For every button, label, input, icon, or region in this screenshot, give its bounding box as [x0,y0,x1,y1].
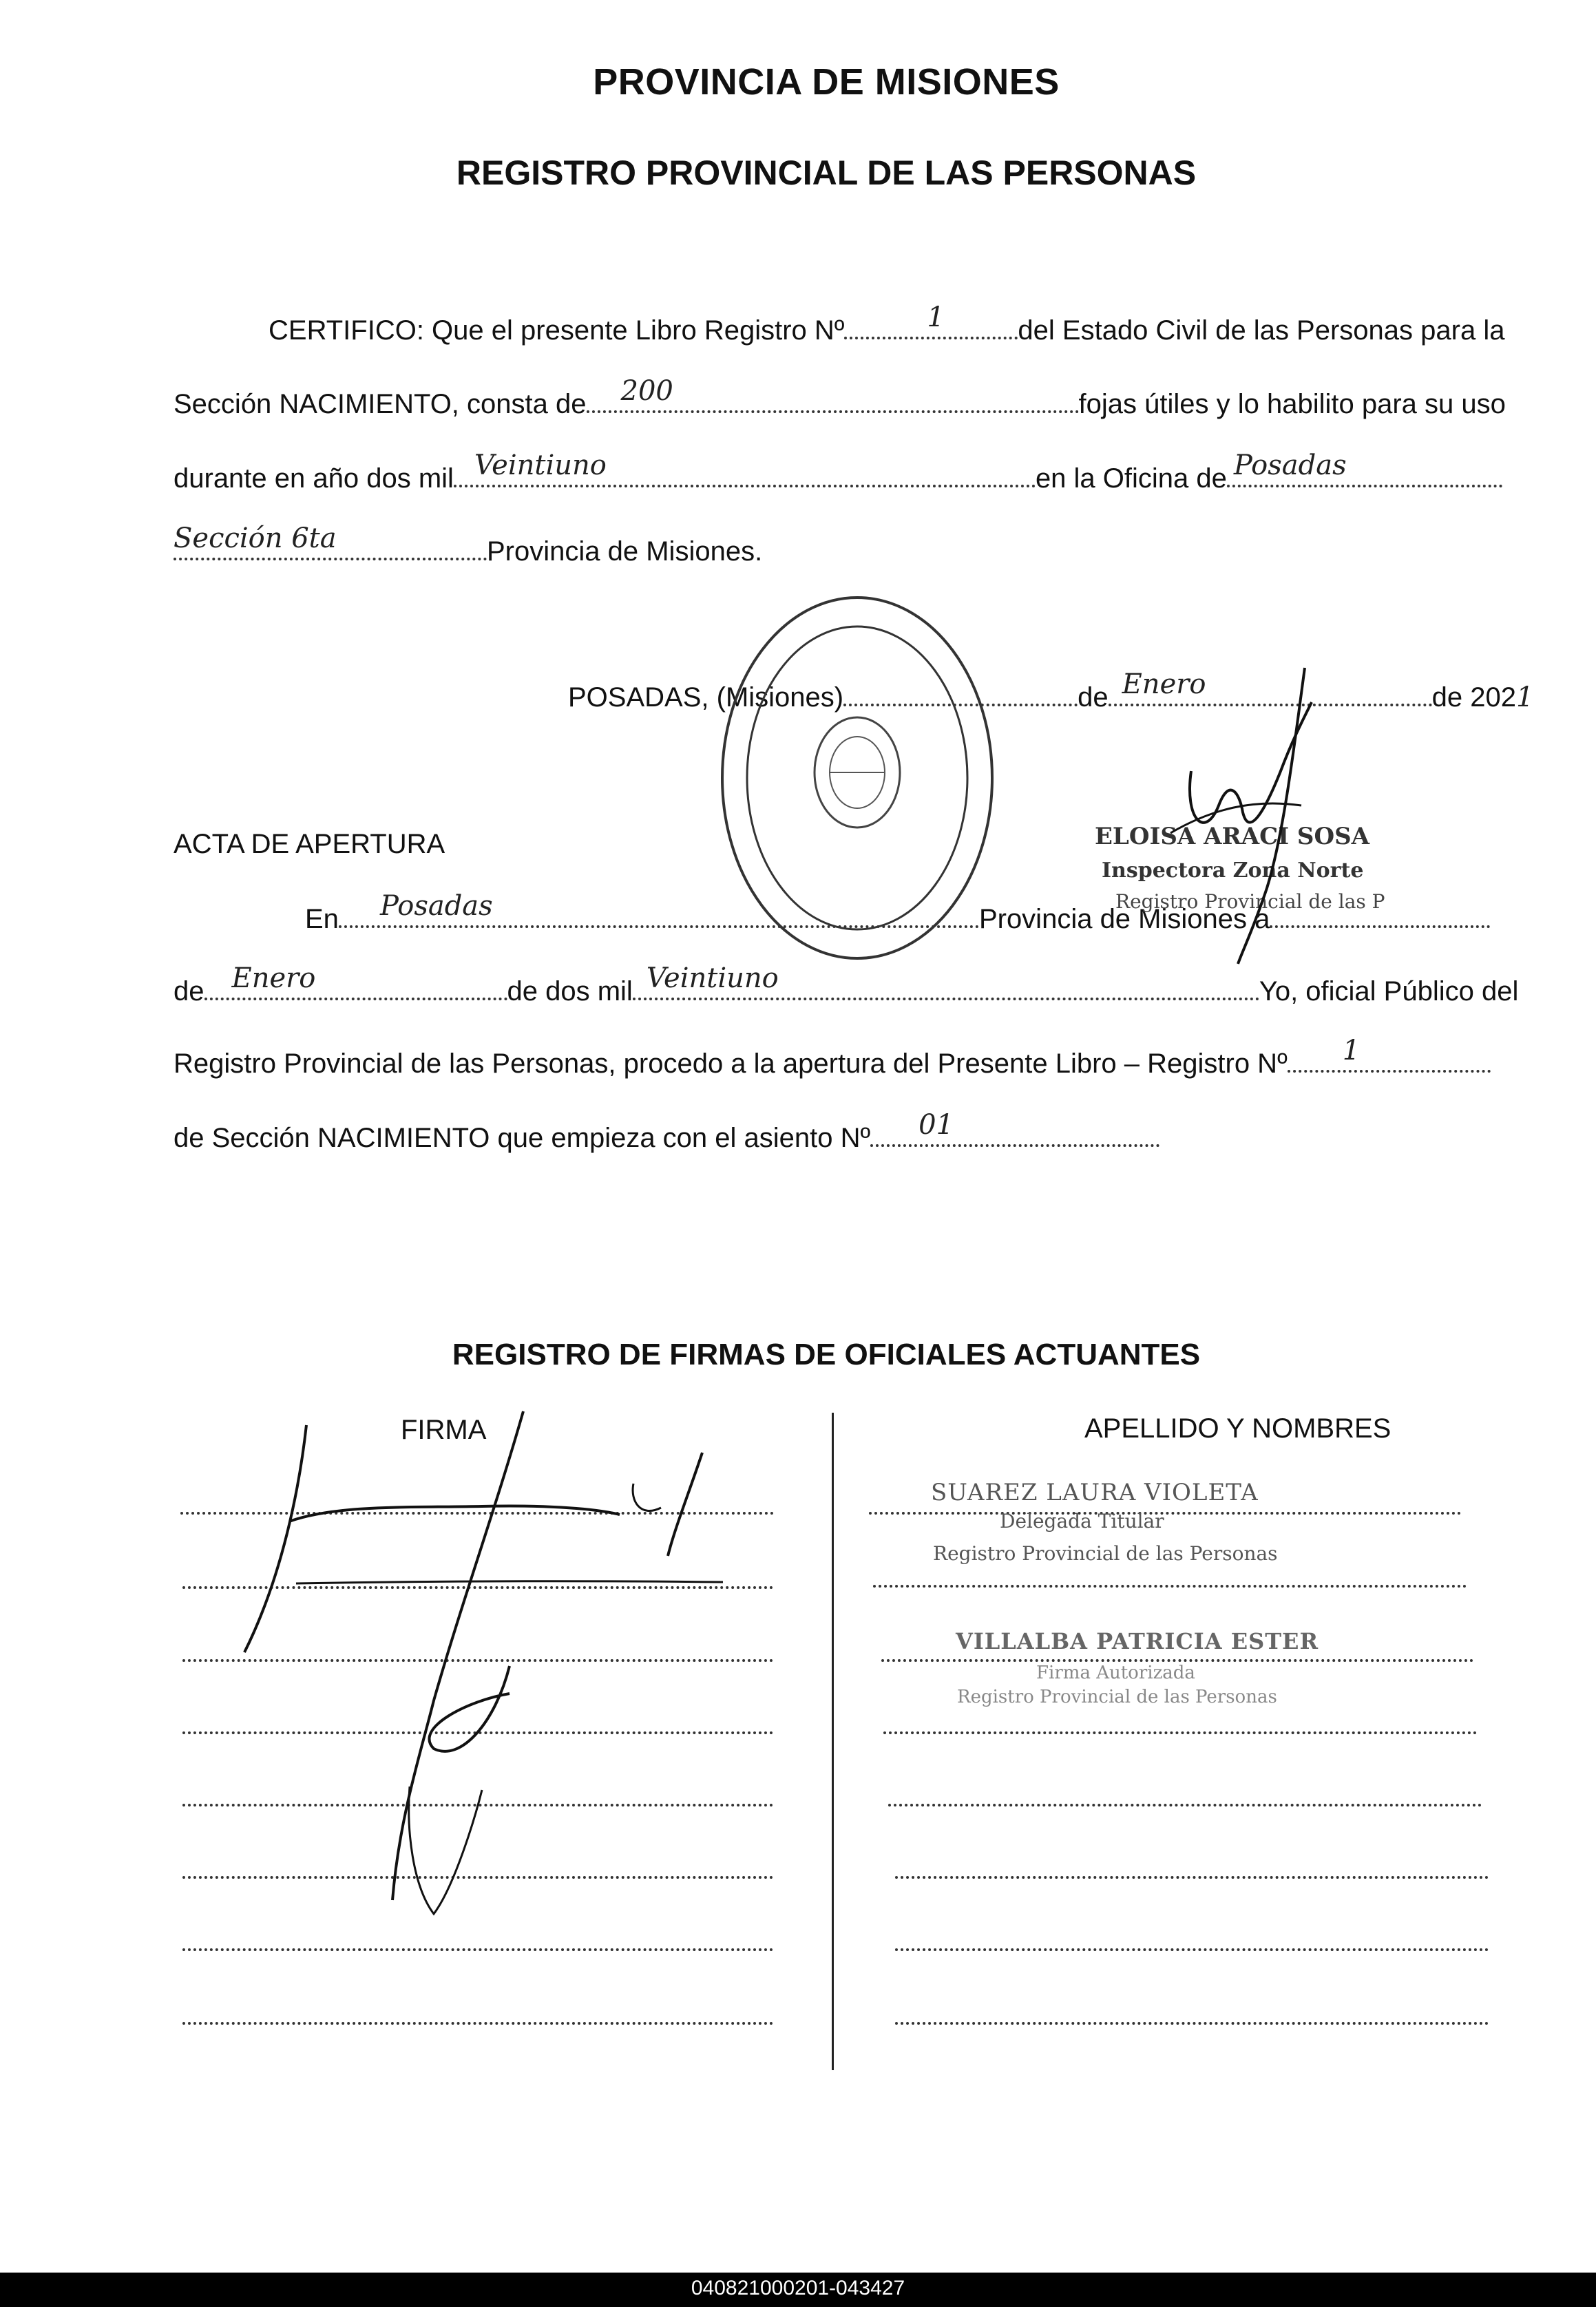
acta-heading: ACTA DE APERTURA [174,829,445,859]
name-row-6 [895,1876,1489,1879]
stamp-2-name: VILLALBA PATRICIA ESTER [956,1628,1319,1654]
signature-column-header: FIRMA [401,1415,487,1445]
official-seal [713,592,1002,964]
handwritten-entry-number: 01 [918,1109,954,1141]
name-row-5 [888,1804,1482,1806]
handwritten-acta-month: Enero [231,962,316,994]
name-row-4 [883,1731,1477,1734]
signature-row-8 [182,2022,773,2025]
officer-signatures [234,1404,737,1928]
province-title: PROVINCIA DE MISIONES [593,61,1060,103]
seal-graphic [713,592,1002,964]
name-row-3 [881,1659,1473,1662]
inspector-name: ELOISA ARACI SOSA [1095,823,1370,850]
cert-line-1: CERTIFICO: Que el presente Libro Registro Nº 1 del Estado Civil de las Personas para la [269,302,1505,346]
name-row-8 [895,2022,1489,2025]
inspector-org: Registro Provincial de las P [1115,890,1385,913]
handwritten-place: Posadas [379,890,493,922]
document-code: 040821000201-043427 [691,2277,905,2299]
handwritten-section: Sección 6ta [174,523,337,554]
stamp-2-role: Firma Autorizada [1036,1663,1195,1683]
signature-row-7 [182,1948,773,1951]
handwritten-office: Posadas [1233,450,1347,481]
handwritten-acta-book: 1 [1342,1035,1361,1066]
cert-line-4: Sección 6ta Provincia de Misiones. [174,523,763,567]
stamp-2-org: Registro Provincial de las Personas [957,1687,1277,1707]
acta-line-3: Registro Provincial de las Personas, procedo a la apertura del Presente Libro – Registro Nº 1 [174,1046,1491,1080]
inspector-role: Inspectora Zona Norte [1102,858,1364,883]
names-column-header: APELLIDO Y NOMBRES [1084,1413,1392,1444]
signatures-section-title: REGISTRO DE FIRMAS DE OFICIALES ACTUANTES [452,1338,1201,1371]
acta-line-1: En Posadas Provincia de Misiones a [305,902,1490,936]
cert-date-line: POSADAS, (Misiones) de Enero de 2021 [568,668,1534,713]
acta-line-2: de Enero de dos mil Veintiuno Yo, oficial Público del [174,962,1519,1007]
handwritten-book-number: 1 [927,302,945,333]
stamp-1-role: Delegada Titular [1000,1510,1164,1532]
column-divider [832,1413,834,2070]
handwritten-year: Veintiuno [474,450,607,481]
stamp-1-org: Registro Provincial de las Personas [933,1542,1278,1565]
handwritten-month: Enero [1122,668,1206,700]
stamp-1-name: SUAREZ LAURA VIOLETA [931,1479,1259,1506]
registry-title: REGISTRO PROVINCIAL DE LAS PERSONAS [456,154,1197,192]
cert-line-2: Sección NACIMIENTO, consta de 200 fojas útiles y lo habilito para su uso [174,375,1506,419]
name-row-1 [869,1512,1461,1515]
handwritten-folios: 200 [620,375,673,407]
cert-line-3: durante en año dos mil Veintiuno en la Oficina de Posadas [174,461,1502,495]
footer-bar [0,2273,1596,2307]
acta-line-4: de Sección NACIMIENTO que empieza con el asiento Nº 01 [174,1121,1159,1155]
inspector-signature [1164,661,1343,978]
handwritten-year-digit: 1 [1515,682,1534,713]
name-row-7 [895,1948,1489,1951]
name-row-2 [873,1585,1467,1588]
handwritten-acta-year: Veintiuno [646,962,779,994]
